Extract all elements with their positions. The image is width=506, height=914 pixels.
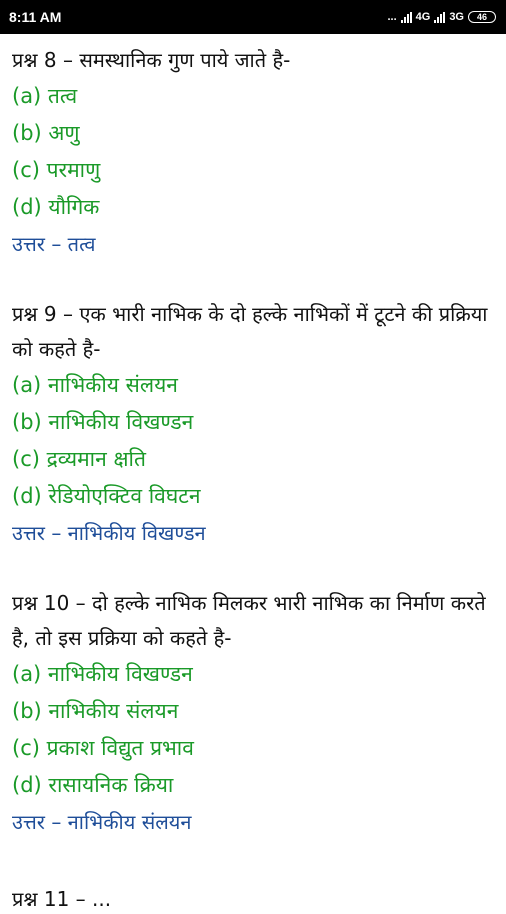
option-c: (c) द्रव्यमान क्षति: [12, 447, 146, 471]
option-c: (c) परमाणु: [12, 158, 101, 182]
option-a: (a) नाभिकीय संलयन: [12, 373, 178, 397]
option-d: (d) यौगिक: [12, 195, 100, 219]
article-content: [12, 34, 500, 841]
option-d: (d) रेडियोएक्टिव विघटन: [12, 484, 201, 508]
option-b: (b) नाभिकीय विखण्डन: [12, 410, 194, 434]
battery-icon: 46: [468, 11, 496, 23]
question-text: प्रश्न 10 – दो हल्के नाभिक मिलकर भारी नाभिक का निर्माण करते है, तो इस प्रक्रिया को कहते है-: [12, 591, 486, 650]
partial-question-11: प्रश्न 11 – ...: [12, 887, 112, 911]
option-b: (b) नाभिकीय संलयन: [12, 699, 179, 723]
notification-dots: ...: [387, 11, 397, 23]
option-a: (a) तत्व: [12, 84, 78, 108]
option-a: (a) नाभिकीय विखण्डन: [12, 662, 193, 686]
question-block-10: [12, 586, 500, 841]
answer-text: उत्तर – नाभिकीय विखण्डन: [12, 521, 206, 545]
network-label-3g: 3G: [449, 11, 464, 23]
question-text: प्रश्न 9 – एक भारी नाभिक के दो हल्के नाभिकों में टूटने की प्रक्रिया को कहते है-: [12, 302, 488, 361]
clock: 8:11 AM: [9, 9, 62, 25]
option-b: (b) अणु: [12, 121, 80, 145]
signal-icon: [401, 12, 412, 23]
question-block-9: [12, 297, 500, 552]
signal-icon-2: [434, 12, 445, 23]
option-c: (c) प्रकाश विद्युत प्रभाव: [12, 736, 194, 760]
question-block-8: [12, 43, 500, 263]
status-icons: [387, 11, 496, 23]
answer-text: उत्तर – तत्व: [12, 232, 96, 256]
question-text: प्रश्न 8 – समस्थानिक गुण पाये जाते है-: [12, 48, 291, 72]
status-bar: [0, 0, 506, 34]
network-label-4g: 4G: [415, 11, 431, 23]
option-d: (d) रासायनिक क्रिया: [12, 773, 174, 797]
answer-text: उत्तर – नाभिकीय संलयन: [12, 810, 192, 834]
